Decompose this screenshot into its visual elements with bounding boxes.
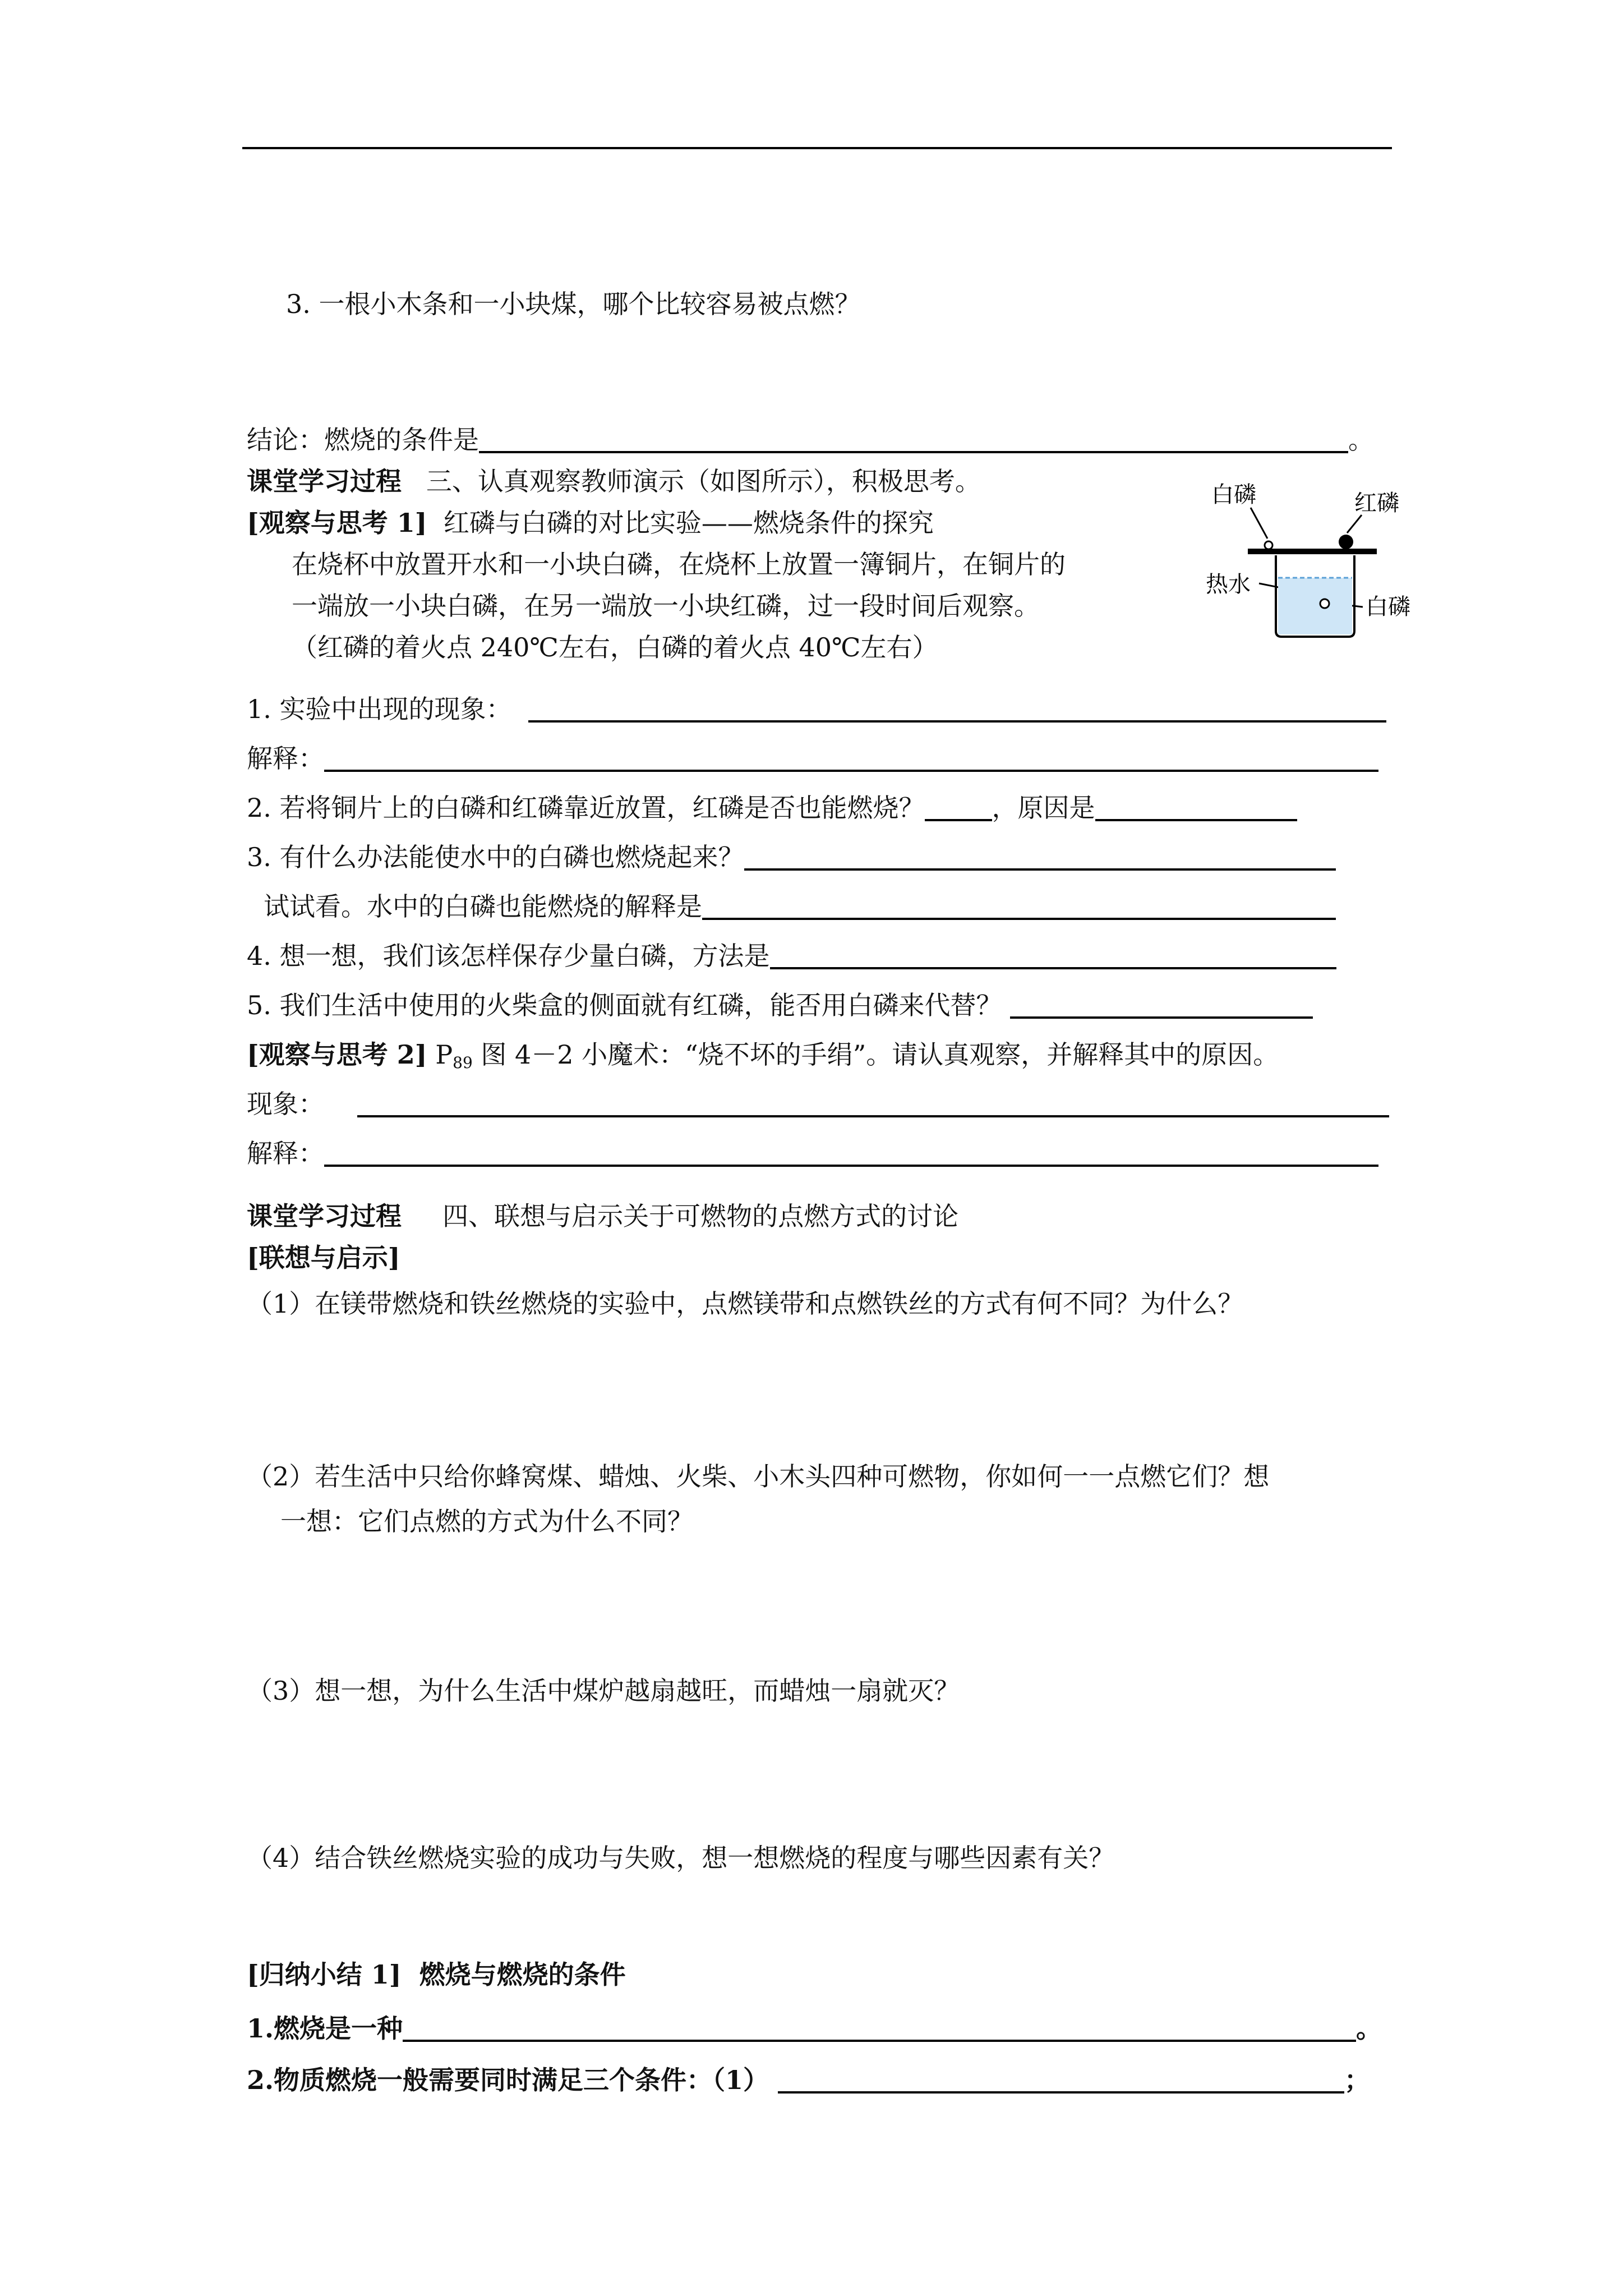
question-1-blank[interactable]	[528, 694, 1386, 723]
phenomenon-line	[247, 1086, 1389, 1122]
question-2-label-b: ，原因是	[992, 793, 1095, 823]
question-5-label: 5. 我们生活中使用的火柴盒的侧面就有红磷，能否用白磷来代替？	[247, 990, 1002, 1020]
section-3-heading	[247, 463, 981, 499]
summary-item-2-blank[interactable]	[778, 2065, 1344, 2093]
question-4-label: 4. 想一想，我们该怎样保存少量白磷，方法是	[247, 941, 770, 971]
label-white-phosphorus-bottom: 白磷	[1366, 594, 1410, 620]
question-3-blank[interactable]	[744, 843, 1336, 871]
section-4-heading	[247, 1198, 958, 1234]
white-phosphorus-in-water	[1320, 599, 1329, 608]
leader-red	[1347, 515, 1362, 533]
observe-2-line	[247, 1037, 1279, 1081]
question-2-blank-b[interactable]	[1095, 793, 1297, 821]
phenomenon-label: 现象：	[247, 1089, 324, 1119]
conclusion-blank[interactable]	[479, 425, 1348, 453]
question-1-label: 1. 实验中出现的现象：	[247, 694, 512, 724]
summary-item-1	[247, 2010, 1382, 2046]
question-4-blank[interactable]	[770, 941, 1336, 969]
header-rule	[242, 147, 1392, 149]
observe-2-p: P	[435, 1039, 453, 1070]
observe-1-tag: [观察与思考 1]	[247, 508, 427, 538]
summary-item-2-prefix: 2.物质燃烧一般需要同时满足三个条件：（1）	[247, 2065, 769, 2095]
leader-white-top	[1251, 508, 1267, 539]
conclusion-line	[247, 422, 1374, 458]
association-tag: [联想与启示]	[247, 1243, 400, 1273]
summary-heading	[247, 1957, 626, 1993]
observe-1-heading	[247, 505, 934, 541]
summary-item-2-suffix: ；	[1344, 2065, 1371, 2095]
question-3-label: 3. 有什么办法能使水中的白磷也燃烧起来？	[247, 842, 744, 872]
section-4-title: 课堂学习过程	[247, 1201, 402, 1231]
explain-1-blank[interactable]	[324, 744, 1378, 772]
observe-1-title: 红磷与白磷的对比实验——燃烧条件的探究	[443, 508, 934, 538]
association-item-1: （1）在镁带燃烧和铁丝燃烧的实验中，点燃镁带和点燃铁丝的方式有何不同？为什么？	[247, 1289, 1244, 1319]
phenomenon-blank[interactable]	[357, 1089, 1389, 1117]
observe-2-page-number: 89	[453, 1053, 473, 1072]
observe-1-desc-3: （红磷的着火点 240℃左右，白磷的着火点 40℃左右）	[292, 632, 938, 662]
explain-1-label: 解释：	[247, 743, 324, 774]
question-3-line	[247, 839, 1336, 875]
red-phosphorus-on-sheet	[1339, 535, 1353, 549]
question-4-line	[247, 938, 1336, 974]
summary-item-2	[247, 2062, 1370, 2098]
label-hot-water: 热水	[1206, 572, 1251, 597]
summary-tag: [归纳小结 1]	[247, 1959, 402, 1990]
question-3-try-blank[interactable]	[702, 892, 1336, 920]
explain-2-line	[247, 1135, 1378, 1171]
explain-2-blank[interactable]	[324, 1139, 1378, 1167]
question-5-line	[247, 987, 1313, 1023]
summary-item-1-prefix: 1.燃烧是一种	[247, 2013, 403, 2044]
section-4-text: 四、联想与启示关于可燃物的点燃方式的讨论	[442, 1201, 959, 1231]
summary-title: 燃烧与燃烧的条件	[419, 1959, 626, 1990]
white-phosphorus-on-sheet	[1265, 541, 1272, 549]
label-red-phosphorus: 红磷	[1354, 490, 1399, 516]
question-5-blank[interactable]	[1010, 991, 1313, 1019]
question-3-try-line	[264, 889, 1336, 924]
section-3-text: 三、认真观察教师演示（如图所示），积极思考。	[426, 466, 981, 496]
label-white-phosphorus-top: 白磷	[1211, 482, 1256, 508]
question-2-label-a: 2. 若将铜片上的白磷和红磷靠近放置，红磷是否也能燃烧？	[247, 793, 925, 823]
association-item-2b: 一想：它们点燃的方式为什么不同？	[280, 1506, 693, 1536]
section-3-title: 课堂学习过程	[247, 466, 402, 496]
phosphorus-experiment-figure	[1206, 477, 1419, 651]
summary-item-1-blank[interactable]	[403, 2014, 1356, 2042]
hot-water	[1278, 578, 1352, 634]
association-item-3: （3）想一想，为什么生活中煤炉越扇越旺，而蜡烛一扇就灭？	[247, 1676, 960, 1706]
observe-1-desc-1: 在烧杯中放置开水和一小块白磷，在烧杯上放置一簿铜片，在铜片的	[292, 549, 1066, 579]
association-item-4: （4）结合铁丝燃烧实验的成功与失败，想一想燃烧的程度与哪些因素有关？	[247, 1843, 1115, 1873]
question-2-blank-a[interactable]	[925, 793, 992, 821]
summary-item-1-suffix: 。	[1356, 2013, 1382, 2044]
question-1-line	[247, 691, 1386, 727]
conclusion-prefix: 结论：燃烧的条件是	[247, 425, 479, 455]
explain-2-label: 解释：	[247, 1138, 324, 1168]
observe-2-tag: [观察与思考 2]	[247, 1039, 427, 1070]
question-2-line	[247, 790, 1297, 826]
question-3-wood-coal: 3. 一根小木条和一小块煤，哪个比较容易被点燃？	[286, 289, 861, 319]
association-item-2a: （2）若生活中只给你蜂窝煤、蜡烛、火柴、小木头四种可燃物，你如何一一点燃它们？想	[247, 1461, 1270, 1492]
observe-1-desc-2: 一端放一小块白磷，在另一端放一小块红磷，过一段时间后观察。	[292, 591, 1040, 621]
explain-1-line	[247, 740, 1378, 776]
observe-2-text: 图 4－2 小魔术：“烧不坏的手绢”。请认真观察，并解释其中的原因。	[481, 1039, 1279, 1070]
conclusion-suffix: 。	[1348, 425, 1374, 455]
question-3-try-label: 试试看。水中的白磷也能燃烧的解释是	[264, 891, 702, 922]
